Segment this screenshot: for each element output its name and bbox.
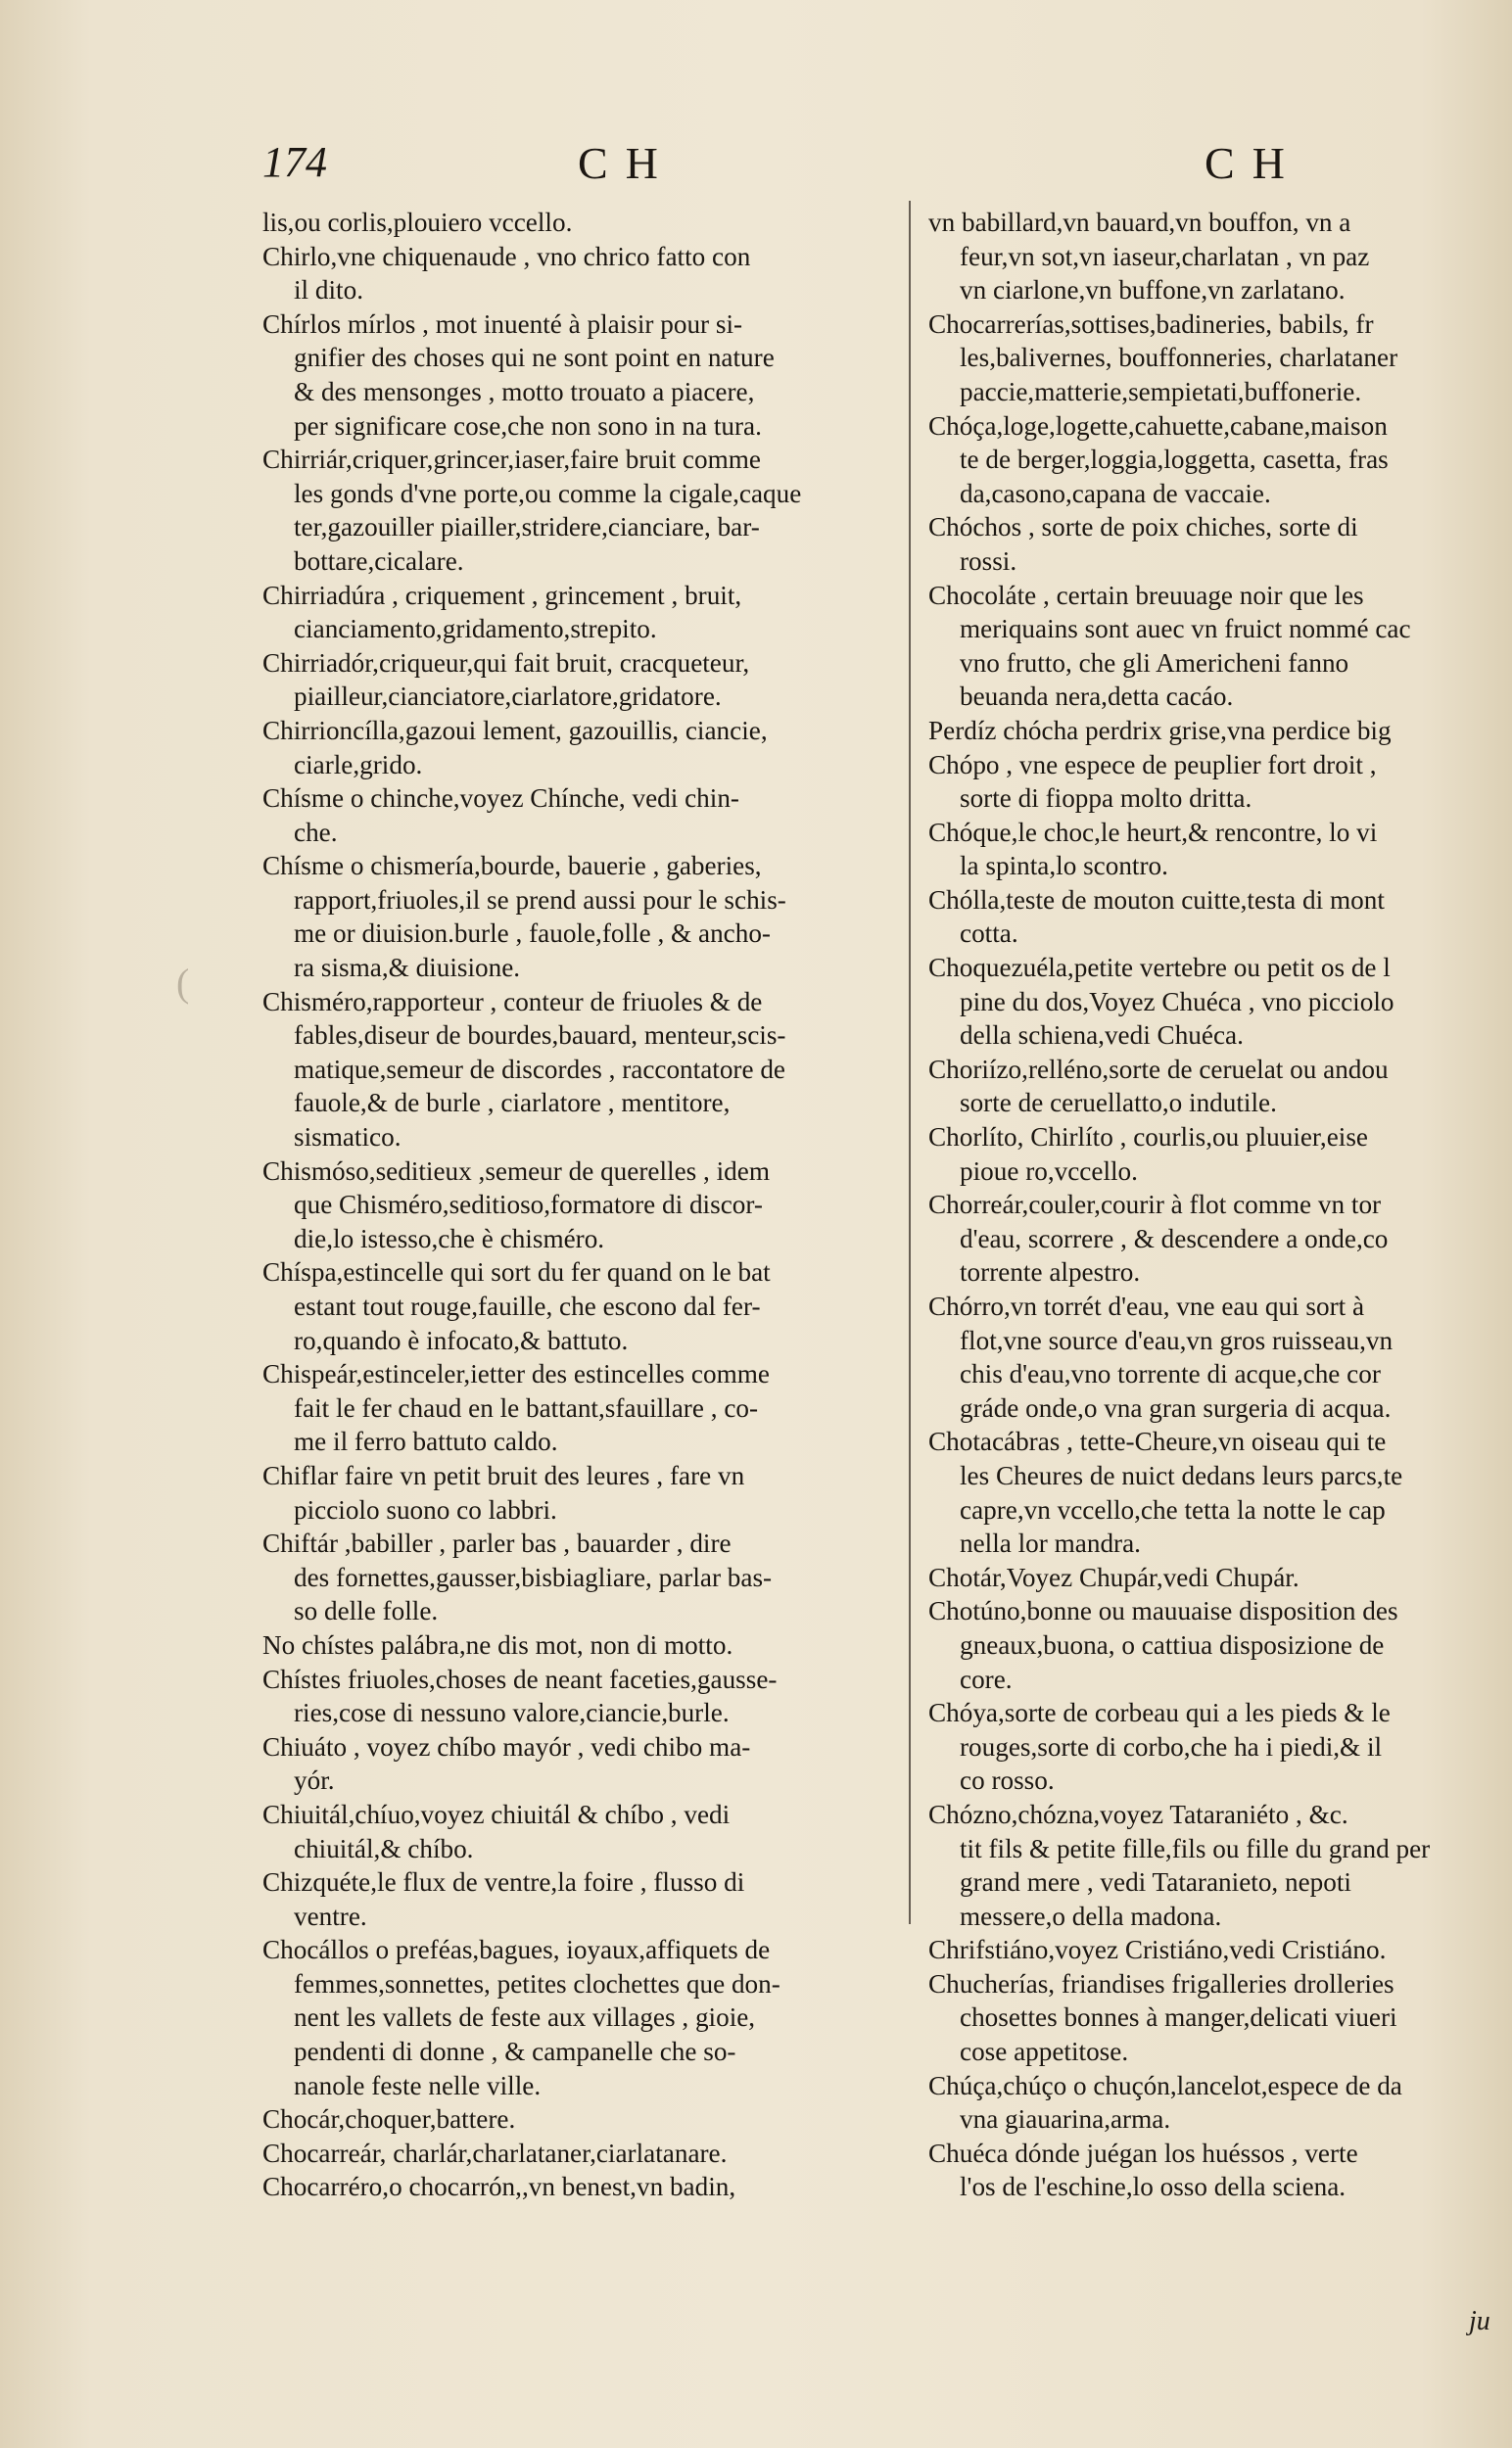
page-header xyxy=(0,137,1512,206)
dictionary-line: Chocállos o preféas,bagues, ioyaux,affiquets de xyxy=(262,1935,771,1965)
dictionary-line: chosettes bonnes à manger,delicati viueri xyxy=(960,2002,1397,2033)
dictionary-line: Chóya,sorte de corbeau qui a les pieds & le xyxy=(928,1698,1391,1728)
dictionary-line: Chúça,chúço o chuçón,lancelot,espece de da xyxy=(928,2070,1402,2100)
dictionary-line: Chisméro,rapporteur , conteur de friuoles & de xyxy=(262,986,763,1016)
dictionary-line: Chotúno,bonne ou mauuaise disposition des xyxy=(928,1596,1398,1626)
dictionary-line: Chiuitál,chíuo,voyez chiuitál & chíbo , vedi xyxy=(262,1799,731,1829)
dictionary-line: bottare,cicalare. xyxy=(294,545,464,576)
dictionary-line: fait le fer chaud en le battant,sfauillare , co- xyxy=(294,1392,759,1423)
dictionary-line: No chístes palábra,ne dis mot, non di motto. xyxy=(262,1629,733,1660)
dictionary-line: Chirlo,vne chiquenaude , vno chrico fatto con xyxy=(262,241,751,271)
dictionary-line: vn ciarlone,vn buffone,vn zarlatano. xyxy=(960,275,1346,306)
right-column xyxy=(928,206,1512,2204)
dictionary-line: rossi. xyxy=(960,545,1017,576)
dictionary-line: Chiftár ,babiller , parler bas , bauarder , dire xyxy=(262,1529,732,1559)
dictionary-line: Choquezuéla,petite vertebre ou petit os de l xyxy=(928,953,1391,983)
dictionary-line: della schiena,vedi Chuéca. xyxy=(960,1020,1244,1051)
dictionary-line: Chocarrerías,sottises,badineries, babils, fr xyxy=(928,308,1374,339)
dictionary-line: Chiflar faire vn petit bruit des leures , fare vn xyxy=(262,1460,745,1490)
catchword: ju xyxy=(1469,2306,1490,2336)
dictionary-line: Chísme o chismería,bourde, bauerie , gaberies, xyxy=(262,851,762,881)
dictionary-line: Chrifstiáno,voyez Cristiáno,vedi Cristiáno. xyxy=(928,1935,1387,1965)
dictionary-line: gnifier des choses qui ne sont point en nature xyxy=(294,343,775,373)
dictionary-line: la spinta,lo scontro. xyxy=(960,851,1168,881)
right-running-head: CH xyxy=(1205,138,1302,188)
dictionary-line: Chocár,choquer,battere. xyxy=(262,2104,516,2135)
dictionary-line: vno frutto, che gli Americheni fanno xyxy=(960,647,1349,678)
dictionary-line: l'os de l'eschine,lo osso della sciena. xyxy=(960,2172,1347,2202)
margin-bleed-mark: ( xyxy=(176,961,190,1005)
dictionary-line: Chucherías, friandises frigalleries drolleries xyxy=(928,1968,1394,1999)
dictionary-line: che. xyxy=(294,817,338,847)
dictionary-line: rouges,sorte di corbo,che ha i piedi,& il xyxy=(960,1731,1383,1762)
dictionary-line: Chóça,loge,logette,cahuette,cabane,maison xyxy=(928,410,1388,441)
dictionary-line: Chístes friuoles,choses de neant faceties,gausse- xyxy=(262,1664,778,1694)
dictionary-line: cotta. xyxy=(960,918,1018,949)
dictionary-line: Choriízo,relléno,sorte de ceruelat ou andou xyxy=(928,1054,1389,1084)
dictionary-line: te de berger,loggia,loggetta, casetta, fras xyxy=(960,445,1389,475)
dictionary-line: grand mere , vedi Tataranieto, nepoti xyxy=(960,1867,1351,1898)
dictionary-line: Chólla,teste de mouton cuitte,testa di mont xyxy=(928,884,1385,915)
dictionary-line: chiuitál,& chíbo. xyxy=(294,1833,474,1863)
dictionary-line: piailleur,cianciatore,ciarlatore,gridatore. xyxy=(294,682,722,712)
dictionary-line: Chiuáto , voyez chíbo mayór , vedi chibo ma- xyxy=(262,1731,751,1762)
dictionary-line: yór. xyxy=(294,1765,335,1796)
dictionary-line: les,balivernes, bouffonneries, charlataner xyxy=(960,343,1398,373)
dictionary-line: flot,vne source d'eau,vn gros ruisseau,vn xyxy=(960,1325,1394,1355)
dictionary-line: Chísme o chinche,voyez Chínche, vedi chin- xyxy=(262,783,739,814)
dictionary-line: gneaux,buona, o cattiua disposizione de xyxy=(960,1629,1385,1660)
dictionary-line: rapport,friuoles,il se prend aussi pour le schis- xyxy=(294,884,786,915)
dictionary-line: Chirriár,criquer,grincer,iaser,faire bruit comme xyxy=(262,445,761,475)
dictionary-line: gráde onde,o vna gran surgeria di acqua. xyxy=(960,1392,1392,1423)
column-divider xyxy=(909,201,911,1924)
dictionary-line: il dito. xyxy=(294,275,363,306)
dictionary-line: Chocarreár, charlár,charlataner,ciarlatanare. xyxy=(262,2138,728,2168)
dictionary-line: nanole feste nelle ville. xyxy=(294,2070,542,2100)
dictionary-line: Chópo , vne espece de peuplier fort droit , xyxy=(928,749,1377,779)
dictionary-line: Perdíz chócha perdrix grise,vna perdice big xyxy=(928,715,1392,745)
dictionary-line: Chotacábras , tette-Cheure,vn oiseau qui te xyxy=(928,1427,1387,1457)
dictionary-line: les Cheures de nuict dedans leurs parcs,te xyxy=(960,1460,1403,1490)
dictionary-line: vna giauarina,arma. xyxy=(960,2104,1171,2135)
dictionary-line: pioue ro,vccello. xyxy=(960,1155,1138,1186)
dictionary-line: chis d'eau,vno torrente di acque,che cor xyxy=(960,1359,1381,1389)
dictionary-line: sorte di fioppa molto dritta. xyxy=(960,783,1252,814)
dictionary-line: cianciamento,gridamento,strepito. xyxy=(294,614,657,644)
dictionary-line: fauole,& de burle , ciarlatore , mentitore, xyxy=(294,1088,731,1118)
dictionary-line: ro,quando è infocato,& battuto. xyxy=(294,1325,629,1355)
dictionary-line: per significare cose,che non sono in na tura. xyxy=(294,410,762,441)
dictionary-line: nent les vallets de feste aux villages , gioie, xyxy=(294,2002,756,2033)
dictionary-line: core. xyxy=(960,1664,1013,1694)
dictionary-line: estant tout rouge,fauille, che escono dal fer- xyxy=(294,1292,761,1321)
dictionary-line: me or diuision.burle , fauole,folle , & ancho- xyxy=(294,918,771,949)
dictionary-line: fables,diseur de bourdes,bauard, menteur,scis- xyxy=(294,1020,786,1051)
dictionary-line: nella lor mandra. xyxy=(960,1529,1141,1559)
dictionary-line: d'eau, scorrere , & descendere a onde,co xyxy=(960,1223,1389,1253)
dictionary-line: matique,semeur de discordes , raccontatore de xyxy=(294,1054,785,1084)
dictionary-line: paccie,matterie,sempietati,buffonerie. xyxy=(960,376,1362,406)
dictionary-line: cose appetitose. xyxy=(960,2037,1129,2067)
dictionary-line: Chispeár,estinceler,ietter des estincelles comme xyxy=(262,1359,770,1389)
dictionary-line: sorte de ceruellatto,o indutile. xyxy=(960,1088,1277,1118)
dictionary-line: feur,vn sot,vn iaseur,charlatan , vn paz xyxy=(960,241,1370,271)
dictionary-line: Chirriadúra , criquement , grincement , bruit, xyxy=(262,580,742,610)
dictionary-line: Chorlíto, Chirlíto , courlis,ou pluuier,eise xyxy=(928,1122,1368,1153)
dictionary-line: ter,gazouiller piailler,stridere,cianciare, bar- xyxy=(294,512,760,542)
dictionary-line: Chóchos , sorte de poix chiches, sorte di xyxy=(928,512,1358,542)
dictionary-line: capre,vn vccello,che tetta la notte le cap xyxy=(960,1494,1386,1525)
dictionary-line: des fornettes,gausser,bisbiagliare, parlar bas- xyxy=(294,1562,773,1592)
dictionary-line: Chuéca dónde juégan los huéssos , verte xyxy=(928,2138,1358,2168)
dictionary-line: die,lo istesso,che è chisméro. xyxy=(294,1223,605,1253)
dictionary-line: co rosso. xyxy=(960,1765,1055,1796)
dictionary-line: les gonds d'vne porte,ou comme la cigale,caque xyxy=(294,478,802,508)
dictionary-line: ries,cose di nessuno valore,ciancie,burle. xyxy=(294,1698,730,1728)
dictionary-line: Chorreár,couler,courir à flot comme vn tor xyxy=(928,1190,1382,1220)
dictionary-line: Chírlos mírlos , mot inuenté à plaisir pour si- xyxy=(262,308,743,339)
dictionary-line: ciarle,grido. xyxy=(294,749,423,779)
page-number: 174 xyxy=(262,138,327,186)
dictionary-line: me il ferro battuto caldo. xyxy=(294,1427,558,1457)
dictionary-line: torrente alpestro. xyxy=(960,1257,1141,1288)
dictionary-line: pine du dos,Voyez Chuéca , vno picciolo xyxy=(960,986,1394,1016)
dictionary-line: messere,o della madona. xyxy=(960,1901,1222,1931)
dictionary-line: Chismóso,seditieux ,semeur de querelles , idem xyxy=(262,1155,770,1186)
dictionary-line: tit fils & petite fille,fils ou fille du grand per xyxy=(960,1833,1431,1863)
dictionary-line: picciolo suono co labbri. xyxy=(294,1494,557,1525)
dictionary-line: so delle folle. xyxy=(294,1596,439,1626)
dictionary-line: Chotár,Voyez Chupár,vedi Chupár. xyxy=(928,1562,1299,1592)
dictionary-line: Chocoláte , certain breuuage noir que les xyxy=(928,580,1364,610)
dictionary-line: Chózno,chózna,voyez Tataraniéto , &c. xyxy=(928,1799,1348,1829)
dictionary-line: meriquains sont auec vn fruict nommé cac xyxy=(960,614,1411,644)
dictionary-line: Chirrioncílla,gazoui lement, gazouillis, ciancie, xyxy=(262,715,768,745)
dictionary-line: pendenti di donne , & campanelle che so- xyxy=(294,2037,736,2067)
dictionary-line: & des mensonges , motto trouato a piacere, xyxy=(294,376,755,406)
dictionary-line: Chirriadór,criqueur,qui fait bruit, cracqueteur, xyxy=(262,647,750,678)
dictionary-line: da,casono,capana de vaccaie. xyxy=(960,478,1271,508)
dictionary-line: ra sisma,& diuisione. xyxy=(294,953,521,983)
dictionary-line: sismatico. xyxy=(294,1122,402,1153)
dictionary-line: Chizquéte,le flux de ventre,la foire , flusso di xyxy=(262,1867,745,1898)
dictionary-line: ventre. xyxy=(294,1901,367,1931)
dictionary-line: lis,ou corlis,plouiero vccello. xyxy=(262,208,573,237)
dictionary-line: femmes,sonnettes, petites clochettes que don- xyxy=(294,1968,780,1999)
dictionary-line: beuanda nera,detta cacáo. xyxy=(960,682,1234,712)
left-running-head: CH xyxy=(578,138,676,188)
dictionary-line: Chóque,le choc,le heurt,& rencontre, lo vi xyxy=(928,817,1378,847)
dictionary-line: Chíspa,estincelle qui sort du fer quand on le bat xyxy=(262,1257,771,1288)
dictionary-line: que Chisméro,seditioso,formatore di discor- xyxy=(294,1190,763,1220)
dictionary-line: Chórro,vn torrét d'eau, vne eau qui sort à xyxy=(928,1292,1365,1321)
left-column xyxy=(262,206,870,2204)
dictionary-line: vn babillard,vn bauard,vn bouffon, vn a xyxy=(928,208,1351,237)
dictionary-line: Chocarréro,o chocarrón,,vn benest,vn badin, xyxy=(262,2172,736,2202)
